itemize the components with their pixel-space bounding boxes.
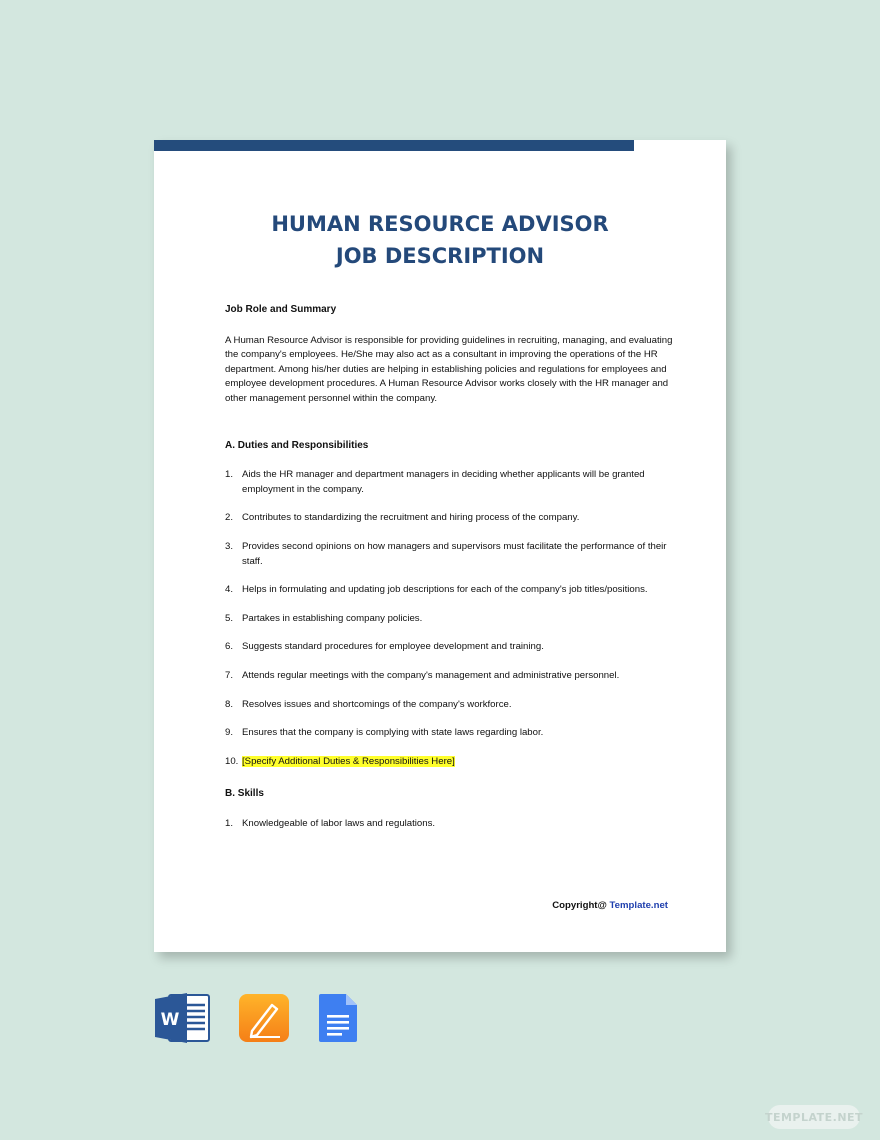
template-net-watermark <box>764 1105 864 1129</box>
duty-text: Helps in formulating and updating job descriptions for each of the company's job titles/positions. <box>242 584 648 596</box>
skill-text: Knowledgeable of labor laws and regulations. <box>242 817 436 829</box>
duties-list <box>225 468 675 769</box>
duty-item <box>225 468 675 497</box>
duty-text: Partakes in establishing company policies. <box>242 612 423 624</box>
duty-item <box>225 583 675 598</box>
svg-text:W: W <box>160 1010 180 1030</box>
header-accent-bar <box>154 140 634 151</box>
duty-item <box>225 669 675 684</box>
duty-number: 3. <box>225 540 234 552</box>
copyright-label: Copyright@ <box>552 900 607 911</box>
copyright-link[interactable]: Template.net <box>609 900 668 911</box>
duty-number: 1. <box>225 469 234 481</box>
duty-number: 4. <box>225 584 234 596</box>
duty-item <box>225 511 675 526</box>
summary-paragraph: A Human Resource Advisor is responsible for providing guidelines in recruiting, managing, and evaluating the company's employees. He/She may also act as a consultant in improving the operations of the HR department. Among his/her duties are helping in establishing policies and regulations for employees and employee development procedures. A Human Resource Advisor works closely with the HR manager and other management personnel within the company. <box>225 334 673 404</box>
document-body <box>225 303 675 845</box>
duty-text: Aids the HR manager and department managers in deciding whether applicants will be granted employment in the company. <box>242 469 645 495</box>
duty-text: Contributes to standardizing the recruitment and hiring process of the company. <box>242 512 580 524</box>
copyright-line <box>552 900 668 911</box>
duty-text: Ensures that the company is complying with state laws regarding labor. <box>242 727 544 739</box>
word-icon[interactable] <box>155 993 211 1048</box>
duty-item <box>225 612 675 627</box>
pages-icon[interactable] <box>238 993 290 1048</box>
duty-number: 8. <box>225 698 234 710</box>
duty-item <box>225 755 675 770</box>
placeholder-highlight: [Specify Additional Duties & Responsibilities Here] <box>242 755 455 767</box>
document-page <box>154 140 726 952</box>
skills-list <box>225 817 675 832</box>
duty-item <box>225 640 675 655</box>
google-docs-icon[interactable] <box>318 993 358 1048</box>
duty-text: Provides second opinions on how managers and supervisors must facilitate the performance of their staff. <box>242 540 667 567</box>
skill-number: 1. <box>225 817 234 829</box>
duty-text: Resolves issues and shortcomings of the company's workforce. <box>242 698 512 710</box>
duty-item <box>225 540 675 569</box>
duty-number: 5. <box>225 612 234 624</box>
watermark-text: TEMPLATE.NET <box>764 1110 864 1124</box>
duties-heading: A. Duties and Responsibilities <box>225 439 369 451</box>
duty-number: 2. <box>225 512 234 524</box>
document-title <box>154 208 726 272</box>
duty-text: Attends regular meetings with the company's management and administrative personnel. <box>242 669 620 681</box>
duty-item <box>225 726 675 741</box>
duty-number: 7. <box>225 669 234 681</box>
duty-number: 6. <box>225 641 234 653</box>
skills-heading: B. Skills <box>225 788 264 800</box>
duty-number: 10. <box>225 755 239 767</box>
duty-number: 9. <box>225 727 234 739</box>
title-line-1: HUMAN RESOURCE ADVISOR <box>271 212 609 236</box>
title-line-2: JOB DESCRIPTION <box>335 244 545 268</box>
duty-item <box>225 698 675 713</box>
summary-heading: Job Role and Summary <box>225 304 337 315</box>
skill-item <box>225 817 675 832</box>
duty-text: Suggests standard procedures for employee development and training. <box>242 641 544 653</box>
